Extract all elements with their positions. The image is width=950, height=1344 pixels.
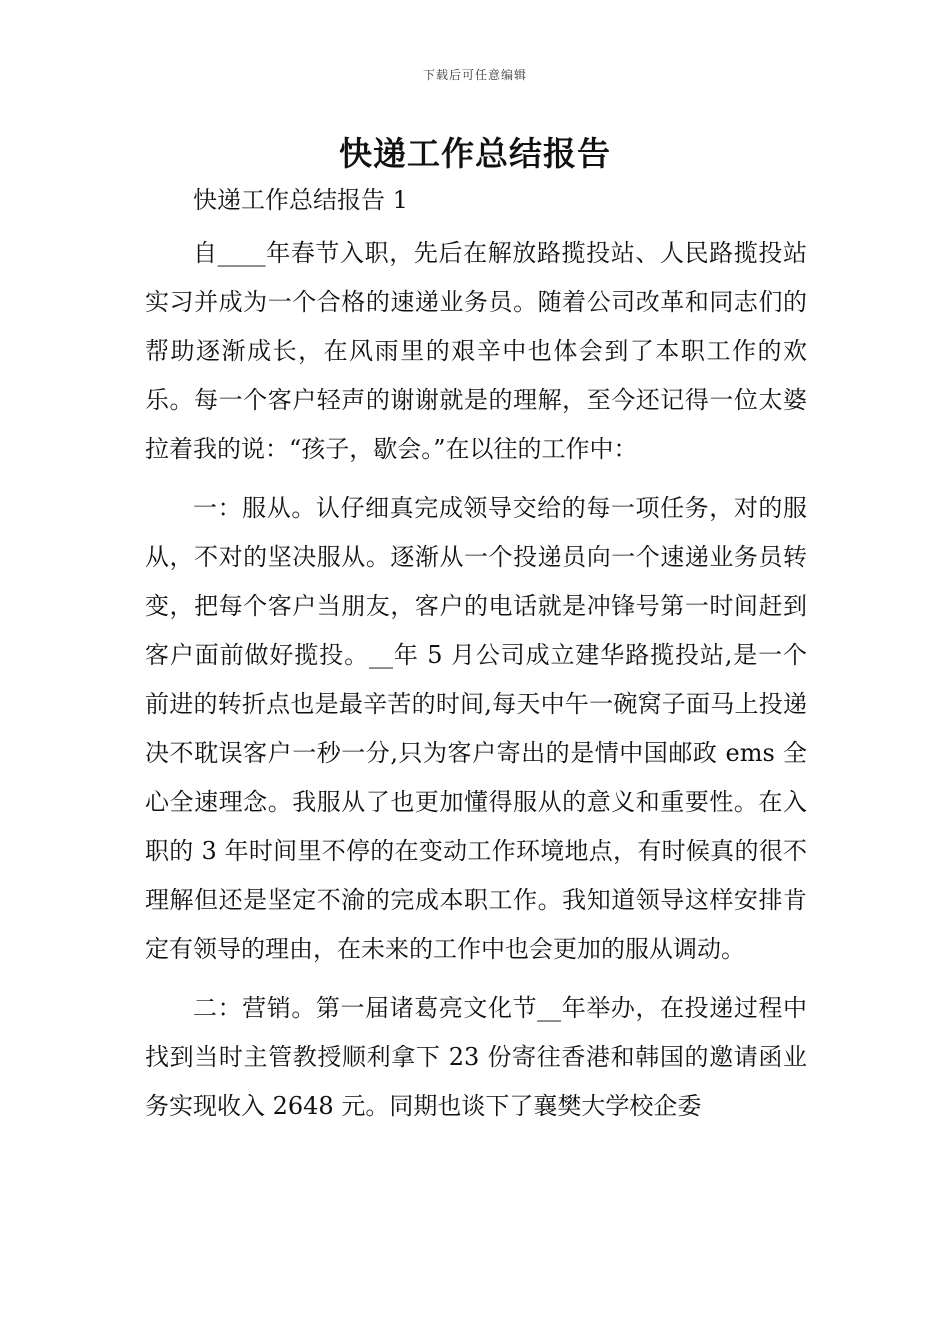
document-subtitle: 快递工作总结报告 1 (193, 186, 408, 214)
header-note: 下载后可任意编辑 (422, 68, 527, 82)
paragraph-marketing: 二：营销。第一届诸葛亮文化节__年举办，在投递过程中找到当时主管教授顺利拿下 23 份寄往香港和韩国的邀请函业务实现收入 2648 元。同期也谈下了襄樊大学校企委 (145, 994, 807, 1120)
paragraph-intro: 自____年春节入职，先后在解放路揽投站、人民路揽投站实习并成为一个合格的速递业务员。随着公司改革和同志们的帮助逐渐成长，在风雨里的艰辛中也体会到了本职工作的欢乐。每一个客户轻声的谢谢就是的理解，至今还记得一位太婆拉着我的说：“孩子，歇会。”在以往的工作中： (145, 239, 807, 463)
document-title: 快递工作总结报告 (339, 134, 611, 173)
document-body (145, 180, 807, 1131)
paragraph-obedience: 一：服从。认仔细真完成领导交给的每一项任务，对的服从，不对的坚决服从。逐渐从一个投递员向一个速递业务员转变，把每个客户当朋友，客户的电话就是冲锋号第一时间赶到客户面前做好揽投。__年 5 月公司成立建华路揽投站,是一个前进的转折点也是最辛苦的时间,每天中午一碗窝子面马上投递决不耽误客户一秒一分,只为客户寄出的是情中国邮政 ems 全心全速理念。我服从了也更加懂得服从的意义和重要性。在入职的 3 年时间里不停的在变动工作环境地点，有时候真的很不理解但还是坚定不渝的完成本职工作。我知道领导这样安排肯定有领导的理由，在未来的工作中也会更加的服从调动。 (145, 494, 807, 963)
